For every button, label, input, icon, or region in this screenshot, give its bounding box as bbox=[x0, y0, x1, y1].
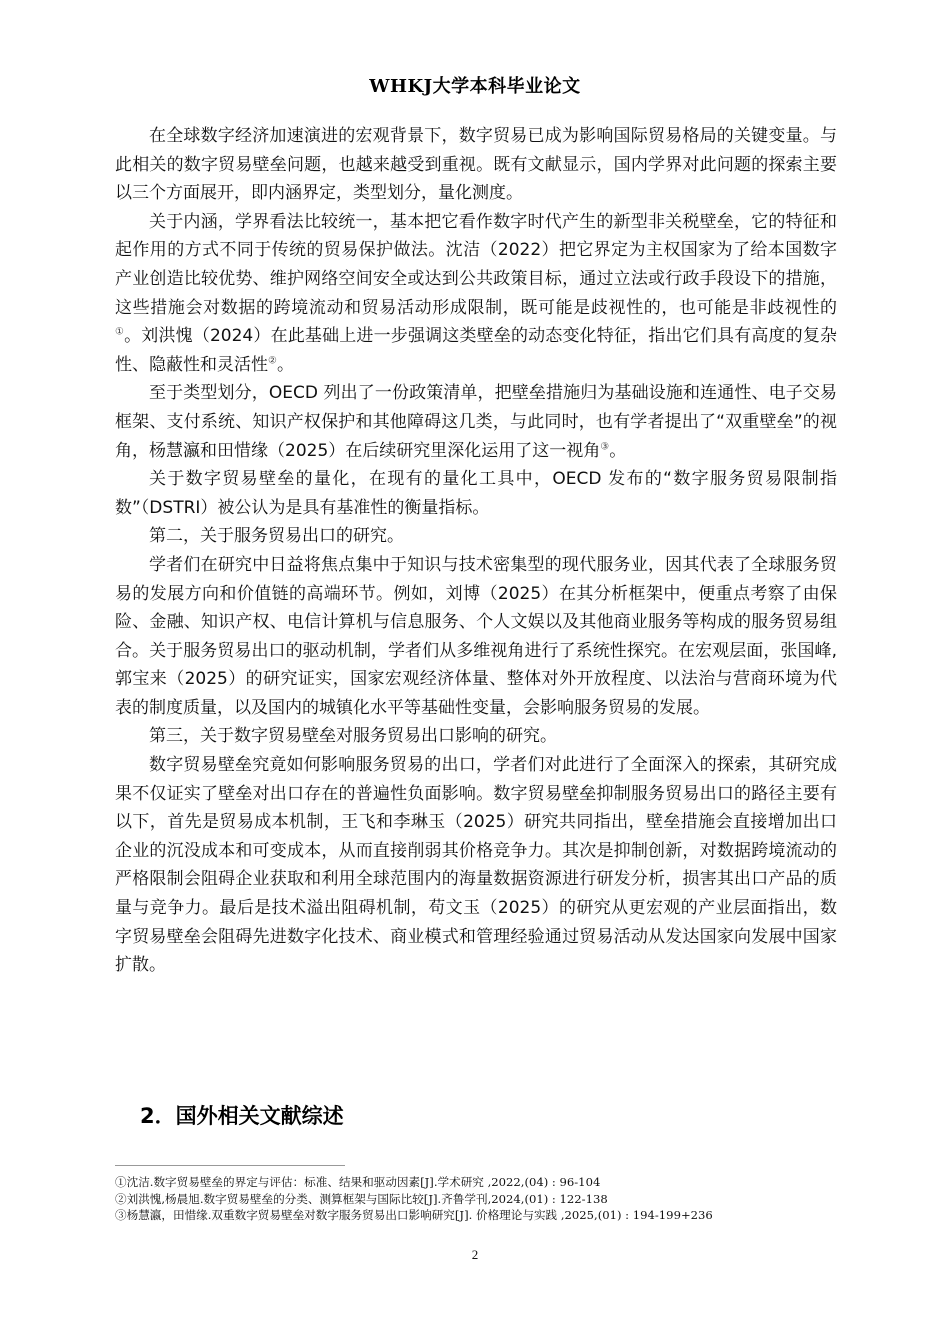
paragraph: 在全球数字经济加速演进的宏观背景下，数字贸易已成为影响国际贸易格局的关键变量。与此相关的数字贸易壁垒问题，也越来越受到重视。既有文献显示，国内学界对此问题的探索主要以三个方面展开，即内涵界定，类型划分，量化测度。 bbox=[115, 126, 837, 204]
footnote-ref[interactable]: ② bbox=[268, 355, 277, 367]
paragraph bbox=[115, 208, 837, 380]
footnote-ref[interactable]: ③ bbox=[600, 440, 610, 452]
footnote: ②刘洪愧,杨晨旭.数字贸易壁垒的分类、测算框架与国际比较[J].齐鲁学刊,2024,(01) : 122-138 bbox=[115, 1191, 608, 1206]
page-header: WHKJ大学本科毕业论文 bbox=[369, 76, 581, 97]
paragraph bbox=[115, 379, 837, 465]
section-heading: 2．国外相关文献综述 bbox=[140, 1104, 344, 1128]
page-number: 2 bbox=[471, 1247, 479, 1262]
paragraph-text: 。 bbox=[276, 354, 294, 375]
footnotes bbox=[115, 1174, 845, 1224]
paragraph: 第二，关于服务贸易出口的研究。 bbox=[149, 526, 404, 547]
footnote-ref[interactable]: ① bbox=[115, 326, 125, 338]
paragraph-text: 至于类型划分，OECD 列出了一份政策清单，把壁垒措施归为基础设施和连通性、电子交易框架、支付系统、知识产权保护和其他障碍这几类，与此同时，也有学者提出了“双重壁垒”的视角，杨慧瀛和田惜缘（2025）在后续研究里深化运用了这一视角 bbox=[115, 383, 837, 461]
paragraph-text: 。 bbox=[609, 440, 627, 461]
body-text bbox=[115, 122, 837, 980]
paragraph: 数字贸易壁垒究竟如何影响服务贸易的出口，学者们对此进行了全面深入的探索，其研究成果不仅证实了壁垒对出口存在的普遍性负面影响。数字贸易壁垒抑制服务贸易出口的路径主要有以下，首先是贸易成本机制，王飞和李琳玉（2025）研究共同指出，壁垒措施会直接增加出口企业的沉没成本和可变成本，从而直接削弱其价格竞争力。其次是抑制创新，对数据跨境流动的严格限制会阻碍企业获取和利用全球范围内的海量数据资源进行研发分析，损害其出口产品的质量与竞争力。最后是技术溢出阻碍机制，苟文玉（2025）的研究从更宏观的产业层面指出，数字贸易壁垒会阻碍先进数字化技术、商业模式和管理经验通过贸易活动从发达国家向发展中国家扩散。 bbox=[115, 755, 837, 976]
paragraph: 学者们在研究中日益将焦点集中于知识与技术密集型的现代服务业，因其代表了全球服务贸易的发展方向和价值链的高端环节。例如，刘博（2025）在其分析框架中，便重点考察了由保险、金融、知识产权、电信计算机与信息服务、个人文娱以及其他商业服务等构成的服务贸易组合。关于服务贸易出口的驱动机制，学者们从多维视角进行了系统性探究。在宏观层面，张国峰,郭宝来（2025）的研究证实，国家宏观经济体量、整体对外开放程度、以法治与营商环境为代表的制度质量，以及国内的城镇化水平等基础性变量，会影响服务贸易的发展。 bbox=[115, 554, 837, 718]
paragraph-text: 。刘洪愧（2024）在此基础上进一步强调这类壁垒的动态变化特征，指出它们具有高度的复杂性、隐蔽性和灵活性 bbox=[115, 326, 837, 375]
paragraph-text: 关于内涵，学界看法比较统一，基本把它看作数字时代产生的新型非关税壁垒，它的特征和起作用的方式不同于传统的贸易保护做法。沈洁（2022）把它界定为主权国家为了给本国数字产业创造比较优势、维护网络空间安全或达到公共政策目标，通过立法或行政手段设下的措施，这些措施会对数据的跨境流动和贸易活动形成限制，既可能是歧视性的，也可能是非歧视性的 bbox=[115, 211, 837, 318]
footnote-divider bbox=[115, 1165, 345, 1166]
paragraph: 第三，关于数字贸易壁垒对服务贸易出口影响的研究。 bbox=[149, 726, 557, 747]
footnote: ①沈洁.数字贸易壁垒的界定与评估：标准、结果和驱动因素[J].学术研究 ,2022,(04) : 96-104 bbox=[115, 1175, 601, 1189]
paragraph: 关于数字贸易壁垒的量化，在现有的量化工具中，OECD 发布的“数字服务贸易限制指数”（DSTRI）被公认为是具有基准性的衡量指标。 bbox=[115, 469, 837, 518]
footnote: ③杨慧瀛，田惜缘.双重数字贸易壁垒对数字服务贸易出口影响研究[J]. 价格理论与实践 ,2025,(01) : 194-199+236 bbox=[115, 1208, 713, 1222]
